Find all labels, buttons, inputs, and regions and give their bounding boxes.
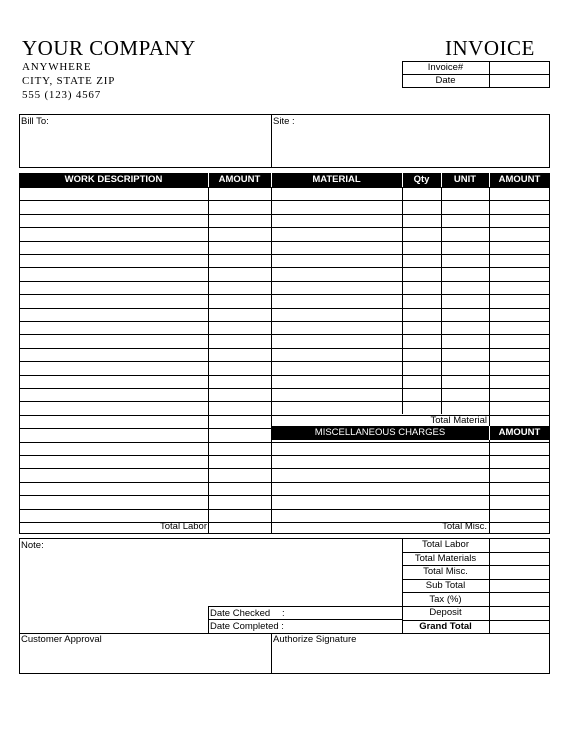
header-amount: AMOUNT	[218, 174, 261, 185]
summary-total-labor: Total Labor	[421, 539, 469, 550]
total-material-label: Total Material	[430, 415, 487, 426]
date-checked-colon: :	[282, 608, 285, 619]
summary-grand-total: Grand Total	[419, 621, 472, 632]
summary-deposit: Deposit	[429, 607, 462, 618]
header-misc-amount: AMOUNT	[498, 427, 541, 438]
summary-total-materials: Total Materials	[414, 553, 477, 564]
authorize-signature-label: Authorize Signature	[273, 634, 357, 645]
invoice-date-label: Date	[435, 75, 456, 86]
summary-tax: Tax (%)	[429, 594, 462, 605]
summary-total-misc: Total Misc.	[423, 566, 468, 577]
company-name: YOUR COMPANY	[22, 36, 196, 60]
note-label: Note:	[21, 540, 44, 551]
company-address-line2: CITY, STATE ZIP	[22, 75, 116, 87]
bill-to-label: Bill To:	[21, 116, 49, 127]
header-unit: UNIT	[453, 174, 477, 185]
date-completed-label: Date Completed :	[210, 621, 284, 632]
header-amount-material: AMOUNT	[498, 174, 541, 185]
company-address-line1: ANYWHERE	[22, 61, 92, 73]
invoice-title: INVOICE	[445, 36, 535, 60]
header-material: MATERIAL	[312, 174, 361, 185]
header-qty: Qty	[413, 174, 430, 185]
total-labor-label: Total Labor	[159, 521, 207, 532]
site-label: Site :	[273, 116, 295, 127]
summary-sub-total: Sub Total	[425, 580, 466, 591]
header-misc-charges: MISCELLANEOUS CHARGES	[314, 427, 446, 438]
total-misc-label: Total Misc.	[442, 521, 487, 532]
header-work-description: WORK DESCRIPTION	[64, 174, 163, 185]
customer-approval-label: Customer Approval	[21, 634, 102, 645]
invoice-number-label: Invoice#	[427, 62, 464, 73]
date-checked-label: Date Checked	[210, 608, 271, 619]
company-phone: 555 (123) 4567	[22, 89, 102, 101]
